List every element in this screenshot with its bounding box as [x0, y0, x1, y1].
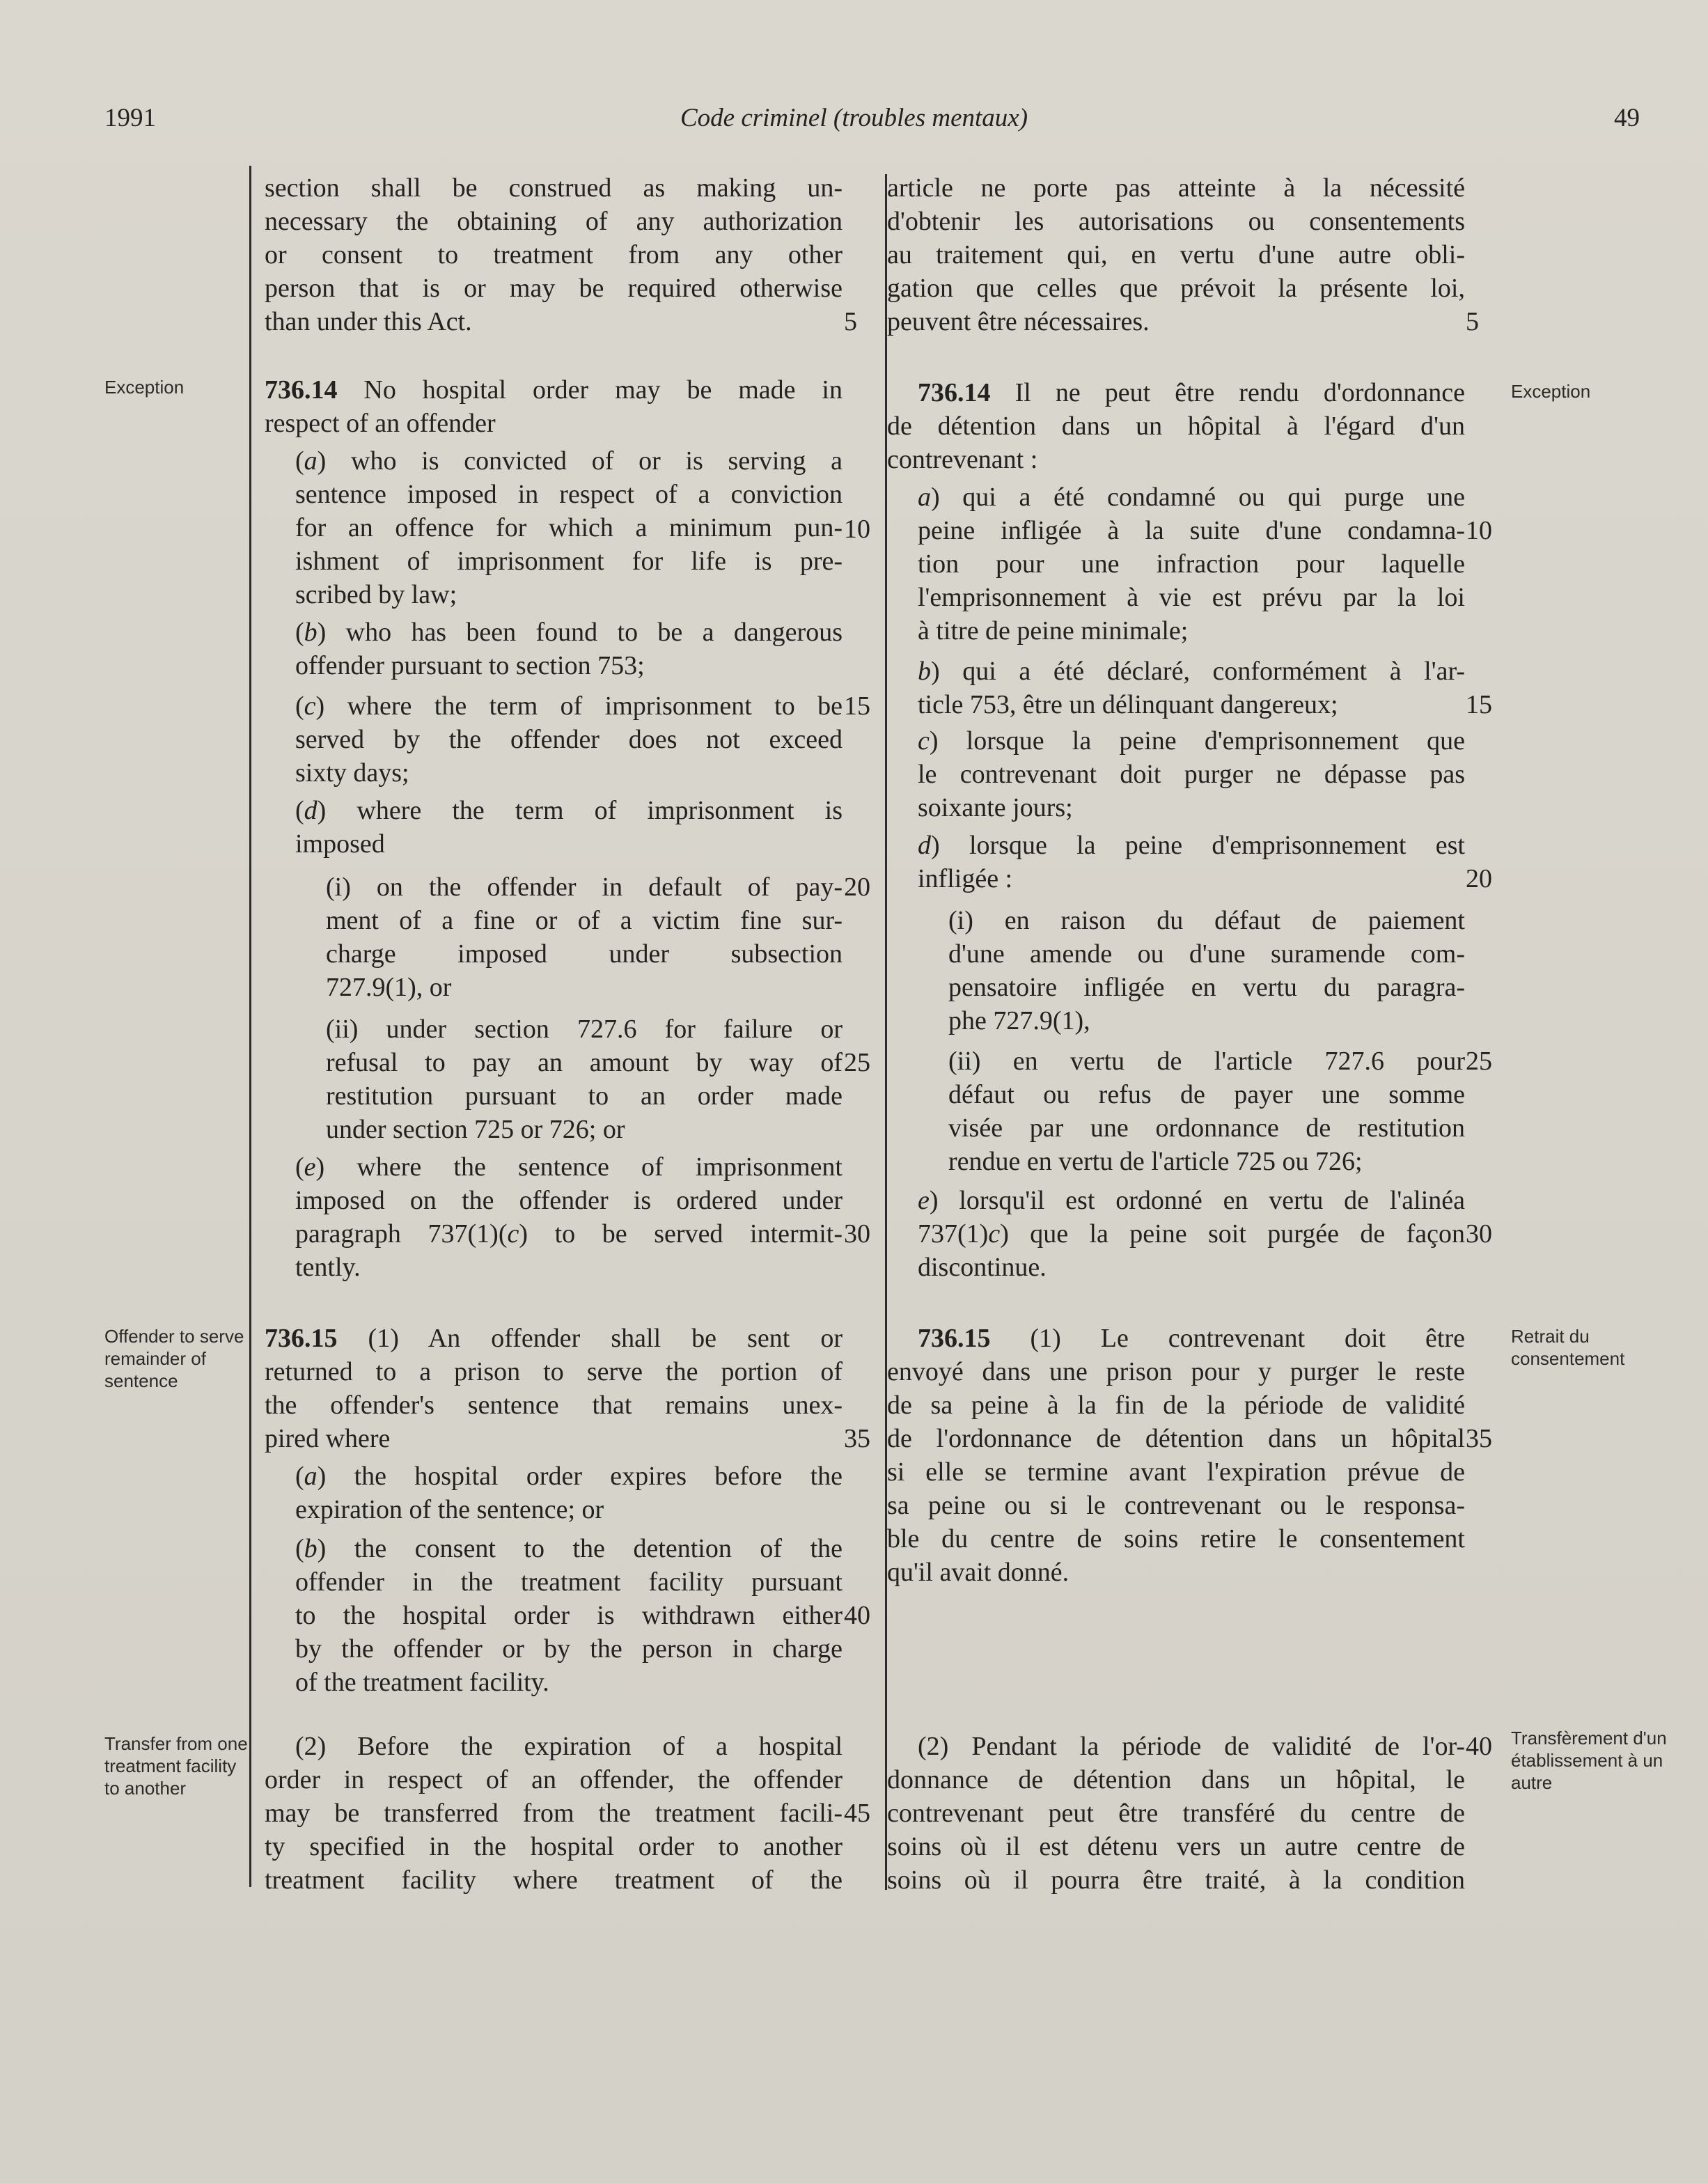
- en-paragraph-a: [265, 444, 843, 611]
- text-line: ticle 753, être un délinquant dangereux;: [918, 690, 1338, 719]
- text-line: (ii) en vertu de l'article 727.6 pour: [948, 1047, 1465, 1076]
- text-line: c) lorsque la peine d'emprisonnement que: [918, 726, 1465, 756]
- text-line: de l'ordonnance de détention dans un hôpital: [887, 1424, 1465, 1453]
- en-section-continuation: [265, 171, 843, 338]
- line-number: 30: [844, 1219, 870, 1249]
- text-line: pensatoire infligée en vertu du paragra-: [948, 973, 1465, 1002]
- text-line: offender pursuant to section 753;: [295, 651, 645, 680]
- section-number: 736.15: [265, 1324, 338, 1353]
- text-line: pired where: [265, 1424, 391, 1453]
- paragraph-label: b: [304, 1534, 318, 1563]
- text-line: (i) on the offender in default of pay-: [326, 873, 843, 902]
- text-line: défaut ou refus de payer une somme: [948, 1080, 1465, 1109]
- text-line: ble du centre de soins retire le consentement: [887, 1524, 1465, 1554]
- text-line: ment of a fine or of a victim fine sur-: [326, 906, 843, 935]
- text-line: 736.15 (1) An offender shall be sent or: [265, 1324, 843, 1353]
- text-line: order in respect of an offender, the offender: [265, 1765, 843, 1794]
- paragraph-label: c: [304, 691, 316, 721]
- text-line: charge imposed under subsection: [326, 939, 843, 969]
- text-line: sentence imposed in respect of a conviction: [295, 480, 843, 509]
- text-line: section shall be construed as making un-: [265, 173, 843, 203]
- en-section-736-15: [265, 1322, 843, 1455]
- text-line: by the offender or by the person in charge: [295, 1634, 843, 1664]
- line-number: 10: [844, 515, 870, 544]
- text-line: tion pour une infraction pour laquelle: [918, 549, 1465, 579]
- fr-paragraph-a: [887, 480, 1465, 648]
- fr-paragraph-e: [887, 1184, 1465, 1284]
- text-line: soins où il pourra être traité, à la condition: [887, 1865, 1465, 1895]
- fr-subparagraph-i: [887, 904, 1465, 1038]
- text-line: respect of an offender: [265, 409, 496, 438]
- text-line: 737(1)c) que la peine soit purgée de façon: [918, 1219, 1465, 1249]
- text-line: de sa peine à la fin de la période de validité: [887, 1391, 1465, 1420]
- margin-note-serve-remainder: Offender to serve remainder of sentence: [104, 1326, 244, 1391]
- line-number: 20: [844, 873, 870, 902]
- fr-paragraph-b: [887, 655, 1465, 721]
- header-year: 1991: [104, 104, 156, 132]
- text-line: infligée :: [918, 864, 1013, 893]
- text-line: visée par une ordonnance de restitution: [948, 1113, 1465, 1143]
- margin-note-exception-en: Exception: [104, 377, 185, 398]
- line-number: 35: [1466, 1424, 1492, 1453]
- text-line: (i) en raison du défaut de paiement: [948, 906, 1465, 935]
- text-line: person that is or may be required otherwise: [265, 274, 843, 303]
- text-line: served by the offender does not exceed: [295, 725, 843, 754]
- text-line: a) qui a été condamné ou qui purge une: [918, 483, 1465, 512]
- text-line: imposed on the offender is ordered under: [295, 1186, 843, 1215]
- paragraph-label: b: [304, 618, 318, 647]
- text-line: ty specified in the hospital order to another: [265, 1832, 843, 1861]
- text-line: (e) where the sentence of imprisonment: [295, 1152, 843, 1182]
- paragraph-label: e: [918, 1186, 930, 1215]
- text-line: contrevenant peut être transféré du centre de: [887, 1799, 1465, 1828]
- fr-paragraph-d: [887, 829, 1465, 895]
- line-number: 45: [844, 1799, 870, 1828]
- line-number: 5: [1466, 307, 1479, 336]
- text-line: d) lorsque la peine d'emprisonnement est: [918, 831, 1465, 860]
- margin-note-exception-fr: Exception: [1511, 381, 1591, 402]
- text-line: tently.: [295, 1253, 361, 1282]
- text-line: than under this Act.: [265, 307, 472, 336]
- text-line: peuvent être nécessaires.: [887, 307, 1150, 336]
- text-line: donnance de détention dans un hôpital, le: [887, 1765, 1465, 1794]
- en-subparagraph-ii: [265, 1012, 843, 1146]
- left-column-rule: [249, 166, 251, 1887]
- text-line: rendue en vertu de l'article 725 ou 726;: [948, 1147, 1363, 1176]
- margin-note-transferement: Transfèrement d'un établissement à un autre: [1511, 1728, 1667, 1793]
- margin-note-retrait: Retrait du consentement: [1511, 1326, 1625, 1369]
- paragraph-label: c: [988, 1219, 1001, 1249]
- en-paragraph-e: [265, 1150, 843, 1284]
- paragraph-label: e: [304, 1152, 316, 1182]
- text-line: under section 725 or 726; or: [326, 1115, 625, 1144]
- line-number: 20: [1466, 864, 1492, 893]
- text-line: b) qui a été déclaré, conformément à l'ar-: [918, 657, 1465, 686]
- margin-note-transfer-en: Transfer from one treatment facility to another: [104, 1733, 248, 1799]
- text-line: for an offence for which a minimum pun-: [295, 513, 843, 542]
- text-line: gation que celles que prévoit la présente loi,: [887, 274, 1465, 303]
- text-line: (a) who is convicted of or is serving a: [295, 446, 843, 476]
- line-number: 25: [844, 1048, 870, 1077]
- text-line: treatment facility where treatment of the: [265, 1865, 843, 1895]
- text-line: soixante jours;: [918, 793, 1073, 822]
- text-line: peine infligée à la suite d'une condamna-: [918, 516, 1465, 545]
- text-line: (b) who has been found to be a dangerous: [295, 618, 843, 647]
- en-paragraph-c: [265, 689, 843, 790]
- en-paragraph-d: [265, 794, 843, 861]
- text-line: (a) the hospital order expires before the: [295, 1462, 843, 1491]
- fr-section-736-14: [887, 376, 1465, 476]
- paragraph-label: b: [918, 657, 931, 686]
- text-line: (c) where the term of imprisonment to be: [295, 691, 843, 721]
- text-line: to the hospital order is withdrawn either: [295, 1601, 843, 1630]
- text-line: soins où il est détenu vers un autre centre de: [887, 1832, 1465, 1861]
- text-line: sa peine ou si le contrevenant ou le responsa-: [887, 1491, 1465, 1520]
- text-line: (2) Before the expiration of a hospital: [295, 1732, 843, 1761]
- text-line: si elle se termine avant l'expiration prévue de: [887, 1457, 1465, 1487]
- text-line: (b) the consent to the detention of the: [295, 1534, 843, 1563]
- line-number: 15: [844, 691, 870, 721]
- text-line: ishment of imprisonment for life is pre-: [295, 547, 843, 576]
- en-paragraph-b: [265, 616, 843, 682]
- text-line: restitution pursuant to an order made: [326, 1081, 843, 1111]
- line-number: 40: [844, 1601, 870, 1630]
- line-number: 15: [1466, 690, 1492, 719]
- text-line: scribed by law;: [295, 580, 457, 609]
- paragraph-label: a: [918, 483, 931, 512]
- text-line: (d) where the term of imprisonment is: [295, 796, 843, 825]
- text-line: discontinue.: [918, 1253, 1047, 1282]
- fr-section-736-15: [887, 1322, 1465, 1589]
- text-line: necessary the obtaining of any authorization: [265, 207, 843, 236]
- en-736-15-paragraph-b: [265, 1532, 843, 1699]
- text-line: d'obtenir les autorisations ou consentements: [887, 207, 1465, 236]
- fr-paragraph-c: [887, 724, 1465, 824]
- text-line: à titre de peine minimale;: [918, 616, 1189, 645]
- text-line: may be transferred from the treatment facili-: [265, 1799, 843, 1828]
- text-line: offender in the treatment facility pursuant: [295, 1567, 843, 1597]
- section-number: 736.14: [918, 378, 991, 407]
- text-line: of the treatment facility.: [295, 1668, 549, 1697]
- section-number: 736.14: [265, 375, 338, 405]
- text-line: sixty days;: [295, 758, 409, 788]
- line-number: 30: [1466, 1219, 1492, 1249]
- fr-section-continuation: [887, 171, 1465, 338]
- text-line: imposed: [295, 829, 385, 859]
- line-number: 40: [1466, 1732, 1492, 1761]
- text-line: (2) Pendant la période de validité de l'or-: [918, 1732, 1465, 1761]
- text-line: (ii) under section 727.6 for failure or: [326, 1015, 843, 1044]
- text-line: de détention dans un hôpital à l'égard d'un: [887, 412, 1465, 441]
- text-line: expiration of the sentence; or: [295, 1495, 604, 1524]
- text-line: 736.14 No hospital order may be made in: [265, 375, 843, 405]
- line-number: 25: [1466, 1047, 1492, 1076]
- fr-subparagraph-ii: [887, 1044, 1465, 1178]
- text-line: au traitement qui, en vertu d'une autre obli-: [887, 240, 1465, 269]
- text-line: d'une amende ou d'une suramende com-: [948, 939, 1465, 969]
- text-line: le contrevenant doit purger ne dépasse pas: [918, 760, 1465, 789]
- en-736-15-subsection-2: [265, 1730, 843, 1897]
- header-title: Code criminel (troubles mentaux): [680, 104, 1028, 132]
- paragraph-label: d: [918, 831, 931, 860]
- text-line: or consent to treatment from any other: [265, 240, 843, 269]
- line-number: 35: [844, 1424, 870, 1453]
- paragraph-label: c: [918, 726, 930, 756]
- text-line: refusal to pay an amount by way of: [326, 1048, 843, 1077]
- fr-736-15-subsection-2: [887, 1730, 1465, 1897]
- text-line: envoyé dans une prison pour y purger le reste: [887, 1357, 1465, 1386]
- text-line: 736.15 (1) Le contrevenant doit être: [918, 1324, 1465, 1353]
- en-section-736-14: [265, 373, 843, 440]
- en-subparagraph-i: [265, 870, 843, 1004]
- text-line: 736.14 Il ne peut être rendu d'ordonnance: [918, 378, 1465, 407]
- text-line: qu'il avait donné.: [887, 1558, 1070, 1587]
- paragraph-label: c: [507, 1219, 519, 1249]
- line-number: 5: [844, 307, 857, 336]
- text-line: contrevenant :: [887, 445, 1038, 474]
- paragraph-label: d: [304, 796, 318, 825]
- text-line: paragraph 737(1)(c) to be served intermit-: [295, 1219, 843, 1249]
- paragraph-label: a: [304, 1462, 318, 1491]
- section-number: 736.15: [918, 1324, 991, 1353]
- paragraph-label: a: [304, 446, 318, 476]
- text-line: article ne porte pas atteinte à la nécessité: [887, 173, 1465, 203]
- text-line: phe 727.9(1),: [948, 1006, 1090, 1035]
- text-line: e) lorsqu'il est ordonné en vertu de l'alinéa: [918, 1186, 1465, 1215]
- text-line: l'emprisonnement à vie est prévu par la loi: [918, 583, 1465, 612]
- line-number: 10: [1466, 516, 1492, 545]
- text-line: returned to a prison to serve the portion of: [265, 1357, 843, 1386]
- page-number: 49: [1614, 104, 1640, 132]
- en-736-15-paragraph-a: [265, 1460, 843, 1526]
- text-line: the offender's sentence that remains unex-: [265, 1391, 843, 1420]
- text-line: 727.9(1), or: [326, 973, 452, 1002]
